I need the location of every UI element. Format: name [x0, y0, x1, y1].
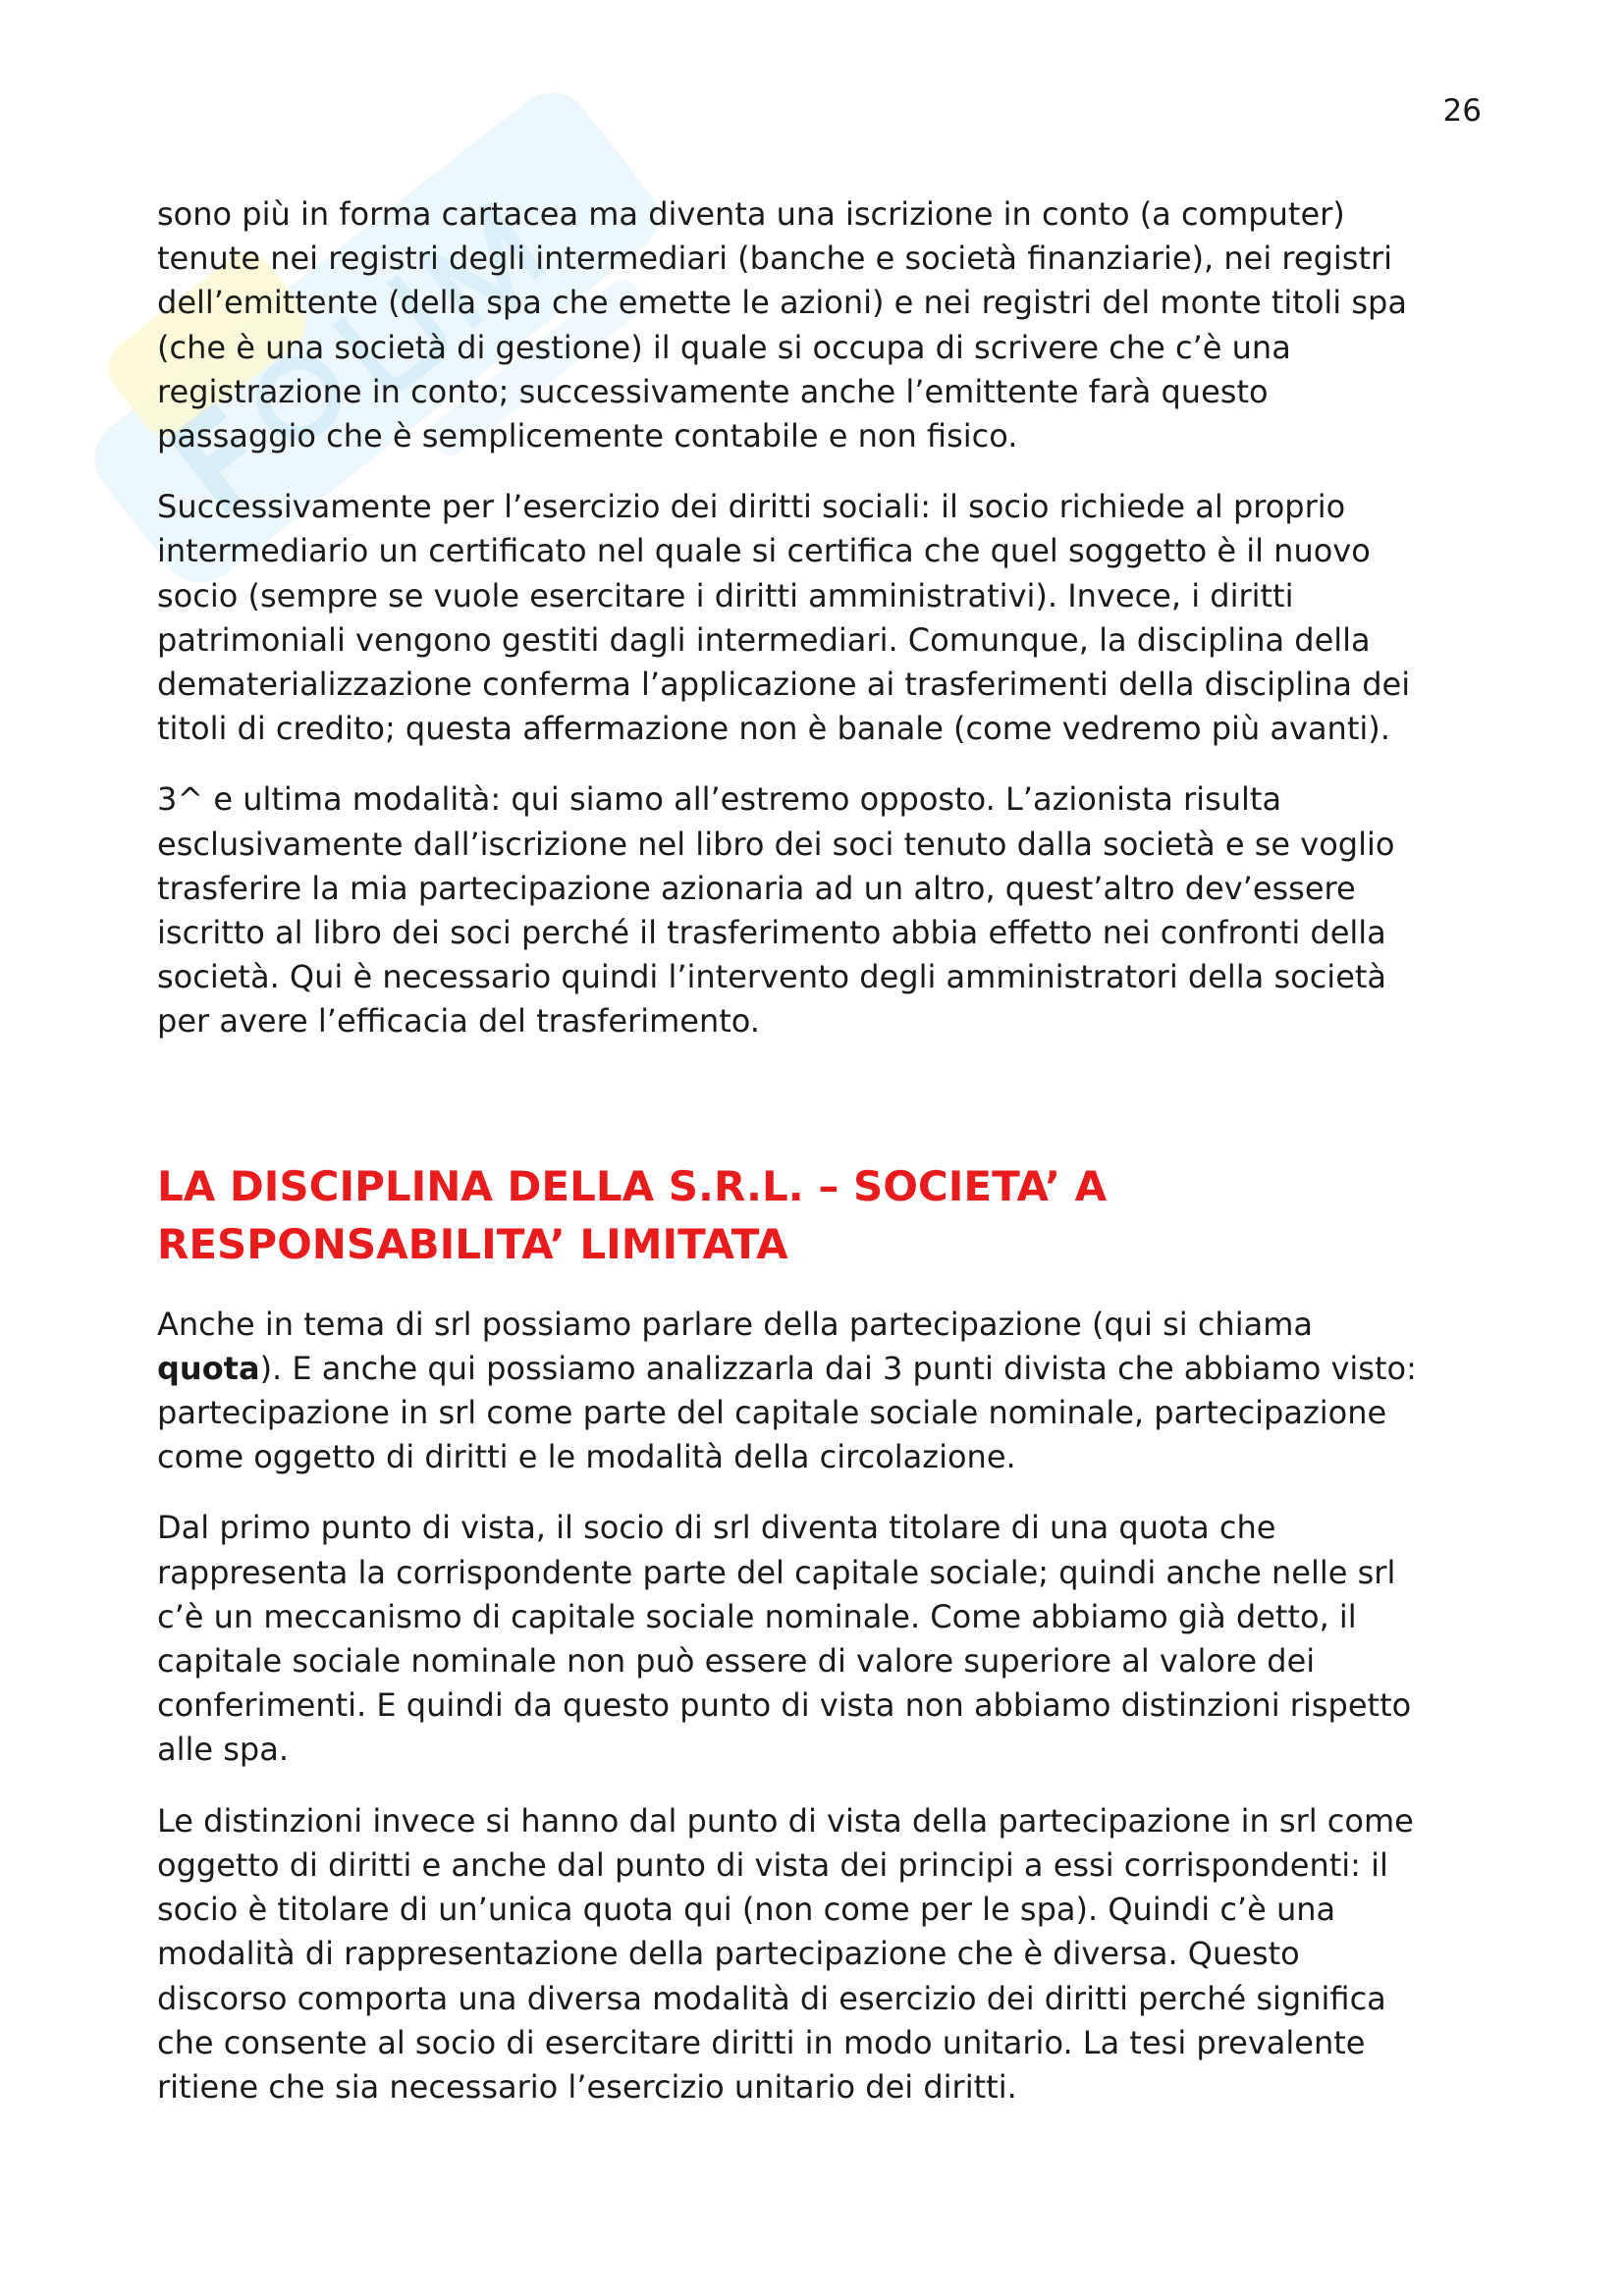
text-line: 3^ e ultima modalità: qui siamo all’estremo opposto. L’azionista risulta [157, 780, 1282, 819]
text-line: rappresenta la corrispondente parte del capitale sociale; quindi anche nelle srl [157, 1553, 1396, 1591]
text-line: registrazione in conto; successivamente anche l’emittente farà questo [157, 372, 1269, 410]
text-line: intermediario un certificato nel quale si certifica che quel soggetto è il nuovo [157, 532, 1371, 570]
text-line: alle spa. [157, 1731, 290, 1769]
text-line: patrimoniali vengono gestiti dagli intermediari. Comunque, la disciplina della [157, 620, 1371, 659]
text-line: sono più in forma cartacea ma diventa una iscrizione in conto (a computer) [157, 195, 1345, 233]
paragraph-third-modality [157, 777, 1498, 1043]
text-line: socio è titolare di un’unica quota qui (non come per le spa). Quindi c’è una [157, 1891, 1336, 1929]
paragraph-srl-intro [157, 1303, 1498, 1480]
bold-term-quota: quota [157, 1349, 260, 1387]
paragraph-social-rights [157, 485, 1498, 751]
paragraph-distinctions [157, 1799, 1498, 2109]
text-line: socio (sempre se vuole esercitare i diritti amministrativi). Invece, i diritti [157, 576, 1294, 614]
text-line: c’è un meccanismo di capitale sociale nominale. Come abbiamo già detto, il [157, 1597, 1357, 1635]
text-line: partecipazione in srl come parte del capitale sociale nominale, partecipazione [157, 1394, 1387, 1432]
text-line: discorso comporta una diversa modalità di esercizio dei diritti perché significa [157, 1979, 1386, 2017]
text-line: passaggio che è semplicemente contabile e non fisico. [157, 417, 1018, 455]
text-line: dematerializzazione conferma l’applicazione ai trasferimenti della disciplina dei [157, 666, 1411, 704]
text-line: ritiene che sia necessario l’esercizio unitario dei diritti. [157, 2067, 1017, 2106]
text-fragment: ). E anche qui possiamo analizzarla dai 3 punti divista che abbiamo visto: [259, 1349, 1417, 1387]
page-content [157, 192, 1498, 2136]
text-line: tenute nei registri degli intermediari (banche e società finanziarie), nei registri [157, 240, 1393, 278]
page-number: 26 [1442, 93, 1482, 129]
heading-line: LA DISCIPLINA DELLA S.R.L. – SOCIETA’ A [157, 1161, 1108, 1210]
section-heading [157, 1157, 1498, 1273]
text-line: Successivamente per l’esercizio dei diritti sociali: il socio richiede al proprio [157, 488, 1346, 526]
text-line: dell’emittente (della spa che emette le azioni) e nei registri del monte titoli spa [157, 284, 1407, 322]
text-line: (che è una società di gestione) il quale si occupa di scrivere che c’è una [157, 328, 1291, 366]
text-line: come oggetto di diritti e le modalità della circolazione. [157, 1438, 1016, 1476]
text-line: modalità di rappresentazione della partecipazione che è diversa. Questo [157, 1935, 1300, 1973]
paragraph-dematerialization [157, 192, 1498, 458]
text-line: Le distinzioni invece si hanno dal punto di vista della partecipazione in srl come [157, 1801, 1414, 1840]
text-line: trasferire la mia partecipazione azionaria ad un altro, quest’altro dev’essere [157, 869, 1356, 907]
text-line: conferimenti. E quindi da questo punto di vista non abbiamo distinzioni rispetto [157, 1686, 1412, 1725]
text-line: società. Qui è necessario quindi l’intervento degli amministratori della società [157, 958, 1387, 996]
text-line: Anche in tema di srl possiamo parlare della partecipazione (qui si chiama [157, 1305, 1313, 1343]
text-line: che consente al socio di esercitare diritti in modo unitario. La tesi prevalente [157, 2023, 1366, 2061]
paragraph-first-viewpoint [157, 1506, 1498, 1772]
text-line: titoli di credito; questa affermazione non è banale (come vedremo più avanti). [157, 710, 1390, 748]
text-line: oggetto di diritti e anche dal punto di vista dei principi a essi corrispondenti: il [157, 1845, 1388, 1884]
text-line [157, 1347, 1498, 1391]
text-line: esclusivamente dall’iscrizione nel libro dei soci tenuto dalla società e se voglio [157, 825, 1395, 863]
text-line: per avere l’efficacia del trasferimento. [157, 1002, 760, 1041]
text-line: Dal primo punto di vista, il socio di srl diventa titolare di una quota che [157, 1509, 1276, 1547]
text-line: iscritto al libro dei soci perché il trasferimento abbia effetto nei confronti della [157, 914, 1386, 952]
heading-line: RESPONSABILITA’ LIMITATA [157, 1219, 788, 1268]
text-line: capitale sociale nominale non può essere di valore superiore al valore dei [157, 1642, 1316, 1681]
